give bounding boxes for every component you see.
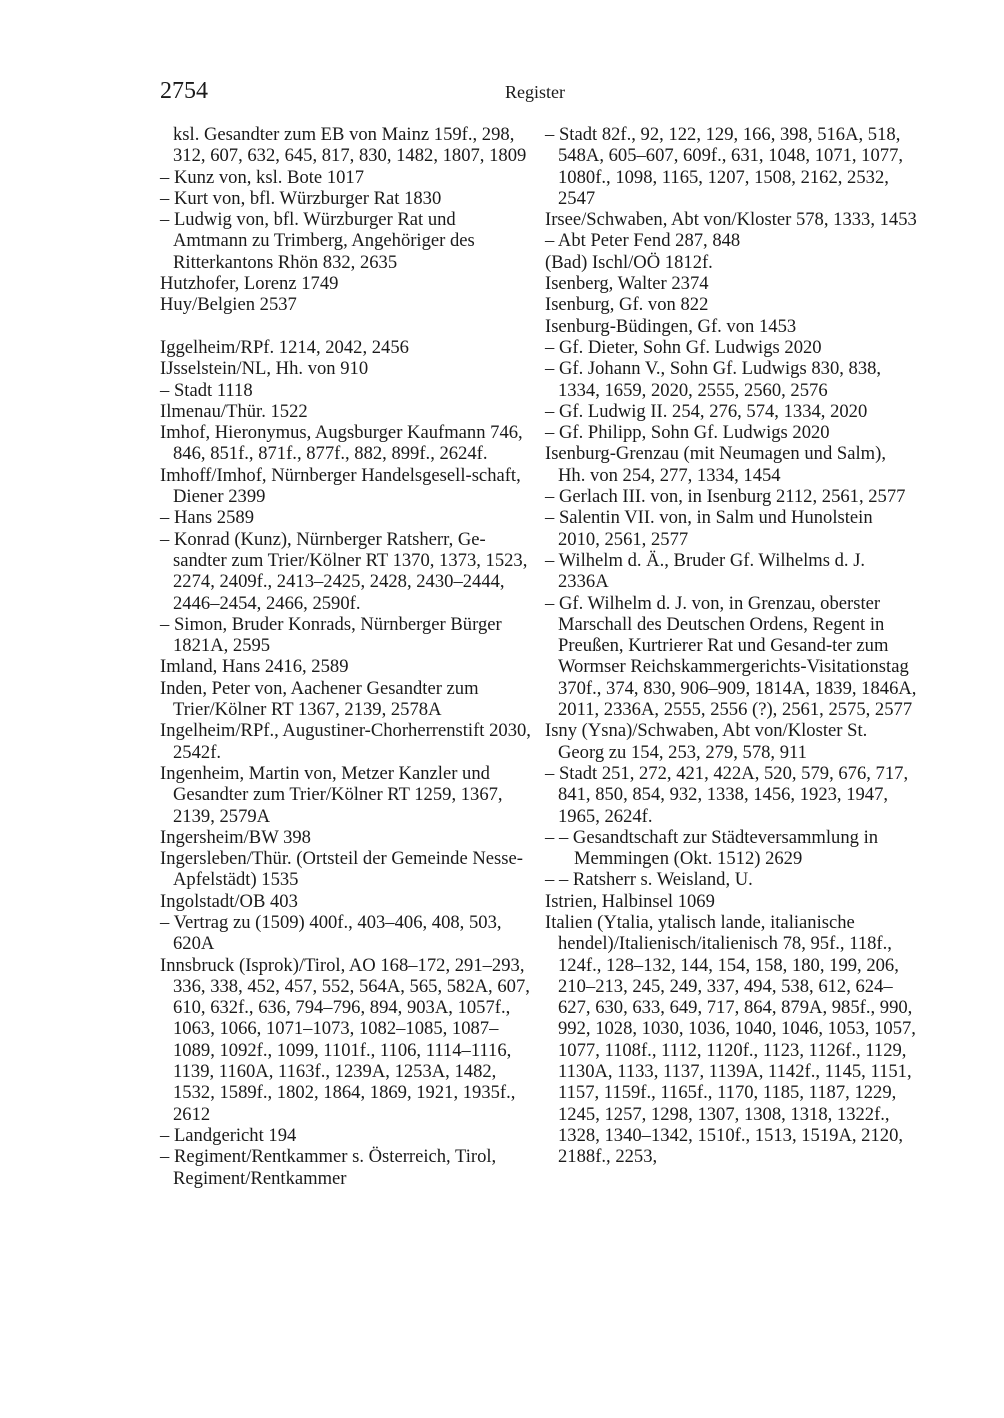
index-entry: – – Gesandtschaft zur Städteversammlung in Memmingen (Okt. 1512) 2629 — [545, 826, 879, 870]
index-entry: Ingelheim/RPf., Augustiner-Chorherrenstift 2030, 2542f. — [160, 720, 531, 763]
index-entry: Inden, Peter von, Aachener Gesandter zum Trier/Kölner RT 1367, 2139, 2578A — [160, 677, 479, 721]
index-entry: – Gf. Philipp, Sohn Gf. Ludwigs 2020 — [545, 422, 830, 444]
index-entry: – Stadt 1118 — [160, 379, 253, 401]
index-entry: Istrien, Halbinsel 1069 — [545, 890, 715, 912]
index-entry: – Konrad (Kunz), Nürnberger Ratsherr, Ge-sandter zum Trier/Kölner RT 1370, 1373, 1523, 2274, 2409f., 2413–2425, 2428, 2430–2444, 2446–2454, 2466, 2590f. — [160, 528, 528, 614]
index-entry: – Hans 2589 — [160, 507, 254, 529]
index-entry: – Gerlach III. von, in Isenburg 2112, 2561, 2577 — [545, 486, 906, 508]
index-entry: – Gf. Wilhelm d. J. von, in Grenzau, oberster Marschall des Deutschen Ordens, Regent in Preußen, Kurtrierer Rat und Gesand-ter zum Wormser Reichskammergerichts-Visitationstag 370f., 374, 830, 906–909, 1814A, 1839, 1846A, 2011, 2336A, 2555, 2556 (?), 2561, 2575, 2577 — [545, 592, 917, 721]
page-number: 2754 — [160, 78, 208, 104]
index-entry: IJsselstein/NL, Hh. von 910 — [160, 358, 369, 380]
index-entry: Iggelheim/RPf. 1214, 2042, 2456 — [160, 336, 409, 358]
index-entry: – Gf. Ludwig II. 254, 276, 574, 1334, 2020 — [545, 400, 868, 422]
index-entry: Irsee/Schwaben, Abt von/Kloster 578, 1333, 1453 — [545, 209, 917, 231]
index-entry: – Regiment/Rentkammer s. Österreich, Tirol, Regiment/Rentkammer — [160, 1146, 497, 1189]
index-column-left — [160, 124, 532, 1189]
index-entry: Innsbruck (Isprok)/Tirol, AO 168–172, 291–293, 336, 338, 452, 457, 552, 564A, 565, 582A, 607, 610, 632f., 636, 794–796, 894, 903A, 1057f., 1063, 1066, 1071–1073, 1082–1085, 1087–1089, 1092f., 1099, 1101f., 1106, 1114–1116, 1139, 1160A, 1163f., 1239A, 1253A, 1482, 1532, 1589f., 1802, 1864, 1869, 1921, 1935f., 2612 — [160, 954, 530, 1125]
index-entry: – Vertrag zu (1509) 400f., 403–406, 408, 503, 620A — [160, 911, 502, 955]
index-entry: – Kunz von, ksl. Bote 1017 — [160, 166, 365, 188]
index-entry: – Kurt von, bfl. Würzburger Rat 1830 — [160, 187, 442, 209]
index-entry: Imhoff/Imhof, Nürnberger Handelsgesell-schaft, Diener 2399 — [160, 464, 521, 508]
index-entry: Hutzhofer, Lorenz 1749 — [160, 273, 339, 295]
index-entry: Ingenheim, Martin von, Metzer Kanzler und Gesandter zum Trier/Kölner RT 1259, 1367, 2139, 2579A — [160, 762, 503, 827]
index-entry: Ingolstadt/OB 403 — [160, 890, 298, 912]
index-entry: – Gf. Johann V., Sohn Gf. Ludwigs 830, 838, 1334, 1659, 2020, 2555, 2560, 2576 — [545, 358, 882, 401]
index-entry: – Gf. Dieter, Sohn Gf. Ludwigs 2020 — [545, 336, 822, 358]
index-entry: Italien (Ytalia, ytalisch lande, italianische hendel)/Italienisch/italienisch 78, 95f., 118f., 124f., 128–132, 144, 154, 158, 180, 199, 206, 210–213, 245, 249, 337, 494, 538, 612, 624–627, 630, 633, 649, 717, 864, 879A, 985f., 990, 992, 1028, 1030, 1036, 1040, 1046, 1053, 1057, 1077, 1108f., 1112, 1120f., 1123, 1126f., 1129, 1130A, 1133, 1137, 1139A, 1142f., 1145, 1151, 1157, 1159f., 1165f., 1170, 1185, 1187, 1229, 1245, 1257, 1298, 1307, 1308, 1318, 1322f., 1328, 1340–1342, 1510f., 1513, 1519A, 2120, 2188f., 2253, — [545, 911, 916, 1168]
index-entry: Isny (Ysna)/Schwaben, Abt von/Kloster St. Georg zu 154, 253, 279, 578, 911 — [545, 720, 868, 763]
index-entry: Imhof, Hieronymus, Augsburger Kaufmann 746, 846, 851f., 871f., 877f., 882, 899f., 2624f. — [160, 422, 523, 465]
index-entry: Ingersleben/Thür. (Ortsteil der Gemeinde Nesse-Apfelstädt) 1535 — [160, 848, 523, 891]
index-entry: Ilmenau/Thür. 1522 — [160, 400, 308, 422]
letter-section-gap — [160, 316, 532, 337]
index-entry: – Ludwig von, bfl. Würzburger Rat und Amtmann zu Trimberg, Angehöriger des Ritterkantons Rhön 832, 2635 — [160, 209, 475, 273]
running-head — [0, 82, 1004, 103]
index-entry: – Wilhelm d. Ä., Bruder Gf. Wilhelms d. J. 2336A — [545, 549, 866, 593]
index-entry: Ingersheim/BW 398 — [160, 826, 311, 848]
index-entry: – Simon, Bruder Konrads, Nürnberger Bürger 1821A, 2595 — [160, 613, 502, 657]
index-entry: Huy/Belgien 2537 — [160, 294, 297, 316]
index-entry: – Stadt 251, 272, 421, 422A, 520, 579, 676, 717, 841, 850, 854, 932, 1338, 1456, 1923, 1947, 1965, 2624f. — [545, 762, 909, 827]
index-entry: Imland, Hans 2416, 2589 — [160, 656, 349, 678]
index-entry: – Stadt 82f., 92, 122, 129, 166, 398, 516A, 518, 548A, 605–607, 609f., 631, 1048, 1071, 1077, 1080f., 1098, 1165, 1207, 1508, 2162, 2532, 2547 — [545, 124, 904, 209]
index-entry: – Salentin VII. von, in Salm und Hunolstein 2010, 2561, 2577 — [545, 507, 873, 550]
index-entry: – Landgericht 194 — [160, 1124, 297, 1146]
index-entry: – Abt Peter Fend 287, 848 — [545, 230, 741, 252]
index-entry: Isenburg-Grenzau (mit Neumagen und Salm), Hh. von 254, 277, 1334, 1454 — [545, 443, 886, 486]
index-entry: Isenberg, Walter 2374 — [545, 273, 709, 295]
index-entry: Isenburg, Gf. von 822 — [545, 294, 709, 316]
index-entry: ksl. Gesandter zum EB von Mainz 159f., 298, 312, 607, 632, 645, 817, 830, 1482, 1807, 1809 — [173, 124, 527, 167]
index-column-right — [545, 124, 917, 1168]
index-entry: – – Ratsherr s. Weisland, U. — [545, 869, 753, 891]
index-entry: (Bad) Ischl/OÖ 1812f. — [545, 251, 713, 273]
running-head-title: Register — [505, 82, 565, 102]
index-entry: Isenburg-Büdingen, Gf. von 1453 — [545, 315, 797, 337]
